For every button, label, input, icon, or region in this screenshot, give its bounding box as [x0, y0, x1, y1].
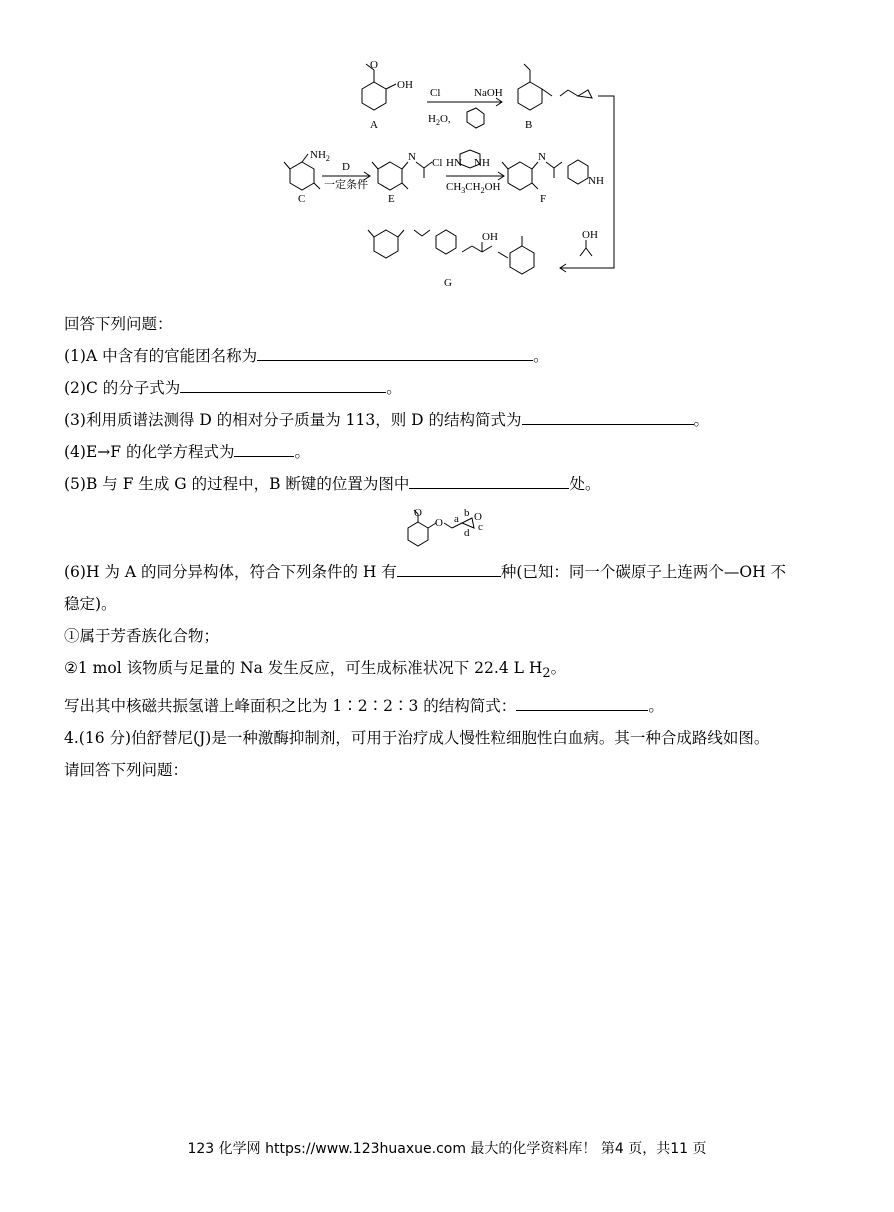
synthesis-scheme [262, 56, 632, 296]
bond-label-c: c [478, 521, 483, 533]
compound-e-label: E [388, 193, 395, 205]
reagent-cl: Cl [430, 87, 441, 99]
compound-f-label: F [540, 193, 547, 205]
answer-blank-4[interactable] [234, 438, 294, 457]
question-4-main: 4.(16 分)伯舒替尼(J)是一种激酶抑制剂，可用于治疗成人慢性粒细胞性白血病。其一种合成路线如图。 [64, 729, 770, 748]
atom-oh: OH [397, 79, 413, 91]
isopropanol-oh: OH [582, 229, 598, 241]
atom-hn: HN [446, 157, 462, 169]
atom-oh-g: OH [482, 231, 498, 243]
fig-o-top: O [414, 507, 422, 519]
bond-label-a: a [454, 513, 459, 525]
question-6: (6)H 为 A 的同分异构体，符合下列条件的 H 有 种(已知：同一个碳原子上连两个—OH 不 [64, 556, 854, 588]
answer-blank-3[interactable] [522, 406, 694, 425]
answer-blank-2[interactable] [180, 374, 386, 393]
question-2: (2)C 的分子式为 。 [64, 372, 854, 404]
bond-label-d: d [464, 527, 470, 539]
compound-g-label: G [444, 277, 452, 289]
atom-n-e: N [408, 151, 416, 163]
answer-blank-5[interactable] [409, 470, 569, 489]
condition-2: ②1 mol 该物质与足量的 Na 发生反应，可生成标准状况下 22.4 L $H_2$。 [64, 659, 567, 682]
question-1: (1)A 中含有的官能团名称为 。 [64, 340, 854, 372]
answer-blank-6[interactable] [397, 558, 501, 577]
bond-label-b: b [464, 507, 470, 519]
fig-o-epoxide: O [474, 511, 482, 523]
atom-nh: NH [474, 157, 490, 169]
question-6b: 写出其中核磁共振氢谱上峰面积之比为 1∶2∶2∶3 的结构简式： 。 [64, 690, 854, 722]
reagent-naoh: NaOH [474, 87, 503, 99]
condition-1: ①属于芳香族化合物； [64, 627, 220, 645]
reagent-d: D [342, 161, 350, 173]
intro: 回答下列问题： [64, 315, 173, 333]
reagent-h2o: $H_2O$, [428, 113, 451, 127]
atom-nh-f: NH [588, 175, 604, 187]
question-3: (3)利用质谱法测得 D 的相对分子质量为 113，则 D 的结构简式为 。 [64, 404, 854, 436]
compound-a-label: A [370, 119, 378, 131]
answer-blank-1[interactable] [257, 342, 533, 361]
question-4-ask: 请回答下列问题： [64, 761, 189, 780]
reagent-ethanol: $CH_3CH_2OH$ [446, 181, 501, 195]
atom-n-f: N [538, 151, 546, 163]
page-footer: 123 化学网 https://www.123huaxue.com 最大的化学资料库！ 第4 页，共11 页 [187, 1141, 707, 1157]
atom-cl-e: Cl [432, 157, 443, 169]
atom-o: O [370, 59, 378, 71]
compound-b-label: B [525, 119, 533, 131]
compound-c-label: C [298, 193, 306, 205]
reagent-condition: 一定条件 [324, 179, 368, 191]
question-5: (5)B 与 F 生成 G 的过程中，B 断键的位置为图中 处。 [64, 468, 854, 500]
question-6-cont: 稳定)。 [64, 595, 117, 613]
fig-o-ether: O [435, 517, 443, 529]
question-4: (4)E→F 的化学方程式为 。 [64, 436, 854, 468]
atom-nh2: $NH_2$ [310, 149, 330, 163]
answer-blank-7[interactable] [516, 692, 648, 711]
bond-position-figure [404, 506, 496, 552]
